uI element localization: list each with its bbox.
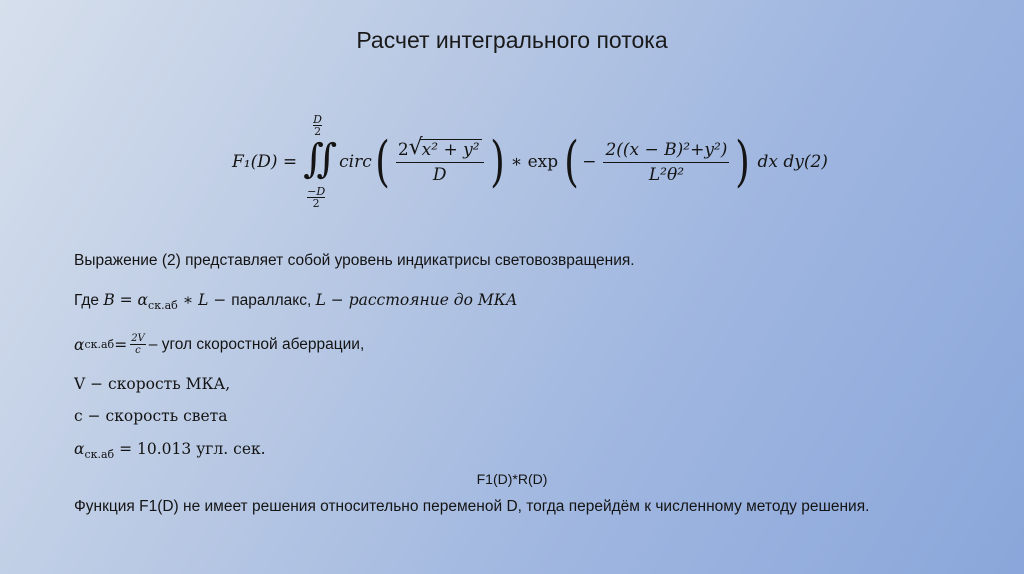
exp-fraction: $\frac{\text{2((x − B)²+y²)}}{\text{L²θ²}}$: [605, 139, 728, 185]
conclusion-text: Функция F1(D) не имеет решения относительно переменой D, тогда перейдём к численному методу решения.: [74, 498, 870, 515]
lower-limit: $\frac{-D}{2}$: [307, 185, 326, 210]
circ-fraction: 2 √ x² + y² D: [396, 140, 484, 185]
upper-limit: $\frac{D}{2}$: [313, 113, 322, 138]
formula-lhs: F₁(D) =: [232, 152, 298, 172]
alpha-value: $\alpha_{ск.аб} = 10.013$ угл. сек.: [74, 440, 266, 462]
exp-operator: ∗ exp: [510, 152, 559, 172]
double-integral: [301, 112, 338, 212]
product-formula: F1(D)*R(D): [476, 471, 548, 487]
circ-function: circ: [339, 152, 372, 172]
slide-title: Расчет интегрального потока: [356, 27, 668, 53]
formula-tail: dx dy(2): [757, 152, 828, 172]
definition-b: Где $B = \alpha_{ск.аб}$ ∗ L − параллакс, L − расстояние до МКА: [74, 291, 518, 313]
definition-alpha: α ск.аб = $\frac{2V}{c}$ – угол скоростной аберрации,: [74, 333, 365, 356]
definition-v: V − скорость МКА,: [74, 375, 231, 393]
expression-description: Выражение (2) представляет собой уровень индикатрисы световозвращения.: [74, 252, 635, 269]
integral-sign: ∬: [303, 136, 338, 182]
definition-c: c − скорость света: [74, 407, 228, 425]
integral-formula: F₁(D) = $\frac{D}{2}$ ∬ $\frac{-D}{2}$ circ ( 2 √ x² + y² D ) ∗ exp ( − $\frac{\text{2((x − B)²+y²)}}{\text{L²θ²}}$ ) dx dy(2): [232, 113, 828, 210]
